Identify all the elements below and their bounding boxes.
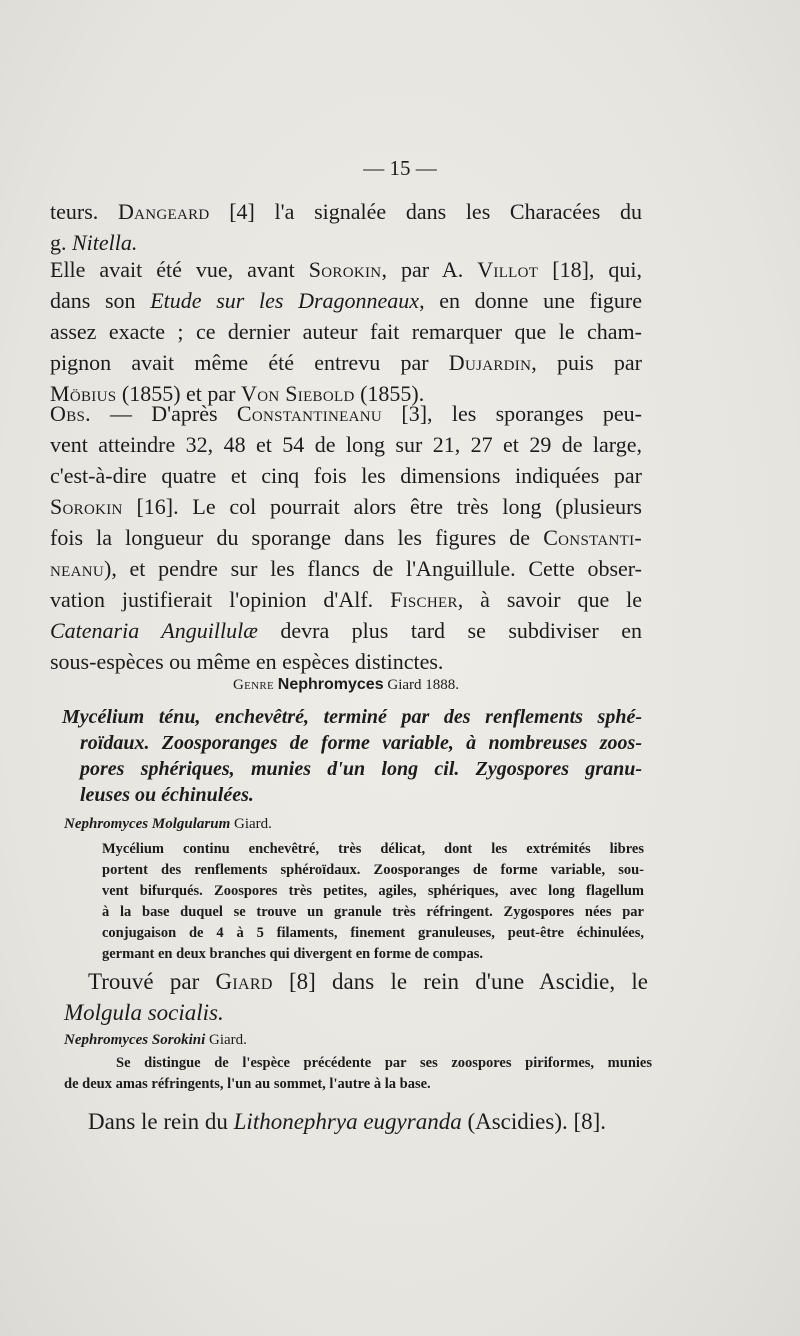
text-line: Molgula socialis. xyxy=(64,1000,224,1025)
text-line: pignon avait même été entrevu par Dujardin, puis par xyxy=(50,350,642,375)
text-line: assez exacte ; ce dernier auteur fait remarquer que le cham- xyxy=(50,319,642,344)
text-line: de deux amas réfringents, l'un au sommet, l'autre à la base. xyxy=(64,1076,431,1092)
genus-title: Nephromyces xyxy=(277,676,384,693)
genus-author: Giard 1888. xyxy=(387,677,460,693)
species-author: Giard. xyxy=(234,816,272,832)
genus-name: Nitella. xyxy=(72,230,138,255)
text-line: Möbius (1855) et par Von Siebold (1855). xyxy=(50,381,425,406)
text-line: germant en deux branches qui divergent en forme de compas. xyxy=(102,946,484,962)
genus-diagnosis xyxy=(62,704,642,808)
text-line: Sorokin [16]. Le col pourrait alors être très long (plusieurs xyxy=(50,494,642,519)
text-line: vent atteindre 32, 48 et 54 de long sur 21, 27 et 29 de large, xyxy=(50,432,642,457)
species-author: Giard. xyxy=(209,1032,247,1048)
text-line: Mycélium ténu, enchevêtré, terminé par des renflements sphé- xyxy=(62,706,642,728)
text-line: dans son Etude sur les Dragonneaux, en donne une figure xyxy=(50,288,643,313)
text-line: pores sphériques, munies d'un long cil. Zygospores granu- xyxy=(80,758,642,780)
text-line: conjugaison de 4 à 5 filaments, finement granuleuses, peut-être échinulées, xyxy=(102,925,644,941)
paragraph-dangeard xyxy=(50,196,642,258)
text-line: portent des renflements sphéroïdaux. Zoosporanges de forme variable, sou- xyxy=(102,862,644,878)
text-line: fois la longueur du sporange dans les figures de Constanti- xyxy=(50,525,642,550)
text-line: Mycélium continu enchevêtré, très délicat, dont les extrémités libres xyxy=(102,841,644,857)
paragraph-villot xyxy=(50,254,642,409)
species-name: Nephromyces Molgularum xyxy=(64,816,231,832)
genus-heading xyxy=(50,676,642,694)
text-line: leuses ou échinulées. xyxy=(80,784,254,806)
species-sorokini xyxy=(64,1032,652,1095)
text-line: à la base duquel se trouve un granule très réfringent. Zygospores nées par xyxy=(102,904,644,920)
author-name: Dangeard xyxy=(117,199,210,224)
text-line: g. Nitella. xyxy=(50,230,138,255)
text-line: sous-espèces ou même en espèces distinctes. xyxy=(50,649,444,674)
text-line: teurs. Dangeard [4] l'a signalée dans les Characées du xyxy=(50,199,642,224)
paragraph-lithonephrya xyxy=(64,1106,654,1137)
text-line: Catenaria Anguillulæ devra plus tard se subdiviser en xyxy=(50,618,643,643)
text-line: Obs. — D'après Constantineanu [3], les sporanges peu- xyxy=(50,401,642,426)
species-name: Nephromyces Sorokini xyxy=(64,1032,206,1048)
page-number: — 15 — xyxy=(363,156,437,180)
text-line: vation justifierait l'opinion d'Alf. Fischer, à savoir que le xyxy=(50,587,643,612)
genre-label: Genre xyxy=(232,677,275,693)
species-description xyxy=(64,839,644,965)
text-line: c'est-à-dire quatre et cinq fois les dimensions indiquées par xyxy=(50,463,642,488)
species-description xyxy=(64,1053,652,1095)
text-line: Dans le rein du Lithonephrya eugyranda (Ascidies). [8]. xyxy=(88,1109,607,1134)
text-line: vent bifurqués. Zoospores très petites, agiles, sphériques, avec long flagellum xyxy=(102,883,644,899)
species-molgularum xyxy=(64,816,644,965)
paragraph-observation xyxy=(50,398,642,677)
text-line: neanu), et pendre sur les flancs de l'Anguillule. Cette obser- xyxy=(50,556,642,581)
text-line: roïdaux. Zoosporanges de forme variable, à nombreuses zoos- xyxy=(80,732,642,754)
paragraph-giard xyxy=(64,966,648,1028)
text-line: Elle avait été vue, avant Sorokin, par A. Villot [18], qui, xyxy=(50,257,643,282)
text-line: Trouvé par Giard [8] dans le rein d'une Ascidie, le xyxy=(88,969,648,994)
text-line: Se distingue de l'espèce précédente par ses zoospores piriformes, munies xyxy=(116,1055,652,1071)
